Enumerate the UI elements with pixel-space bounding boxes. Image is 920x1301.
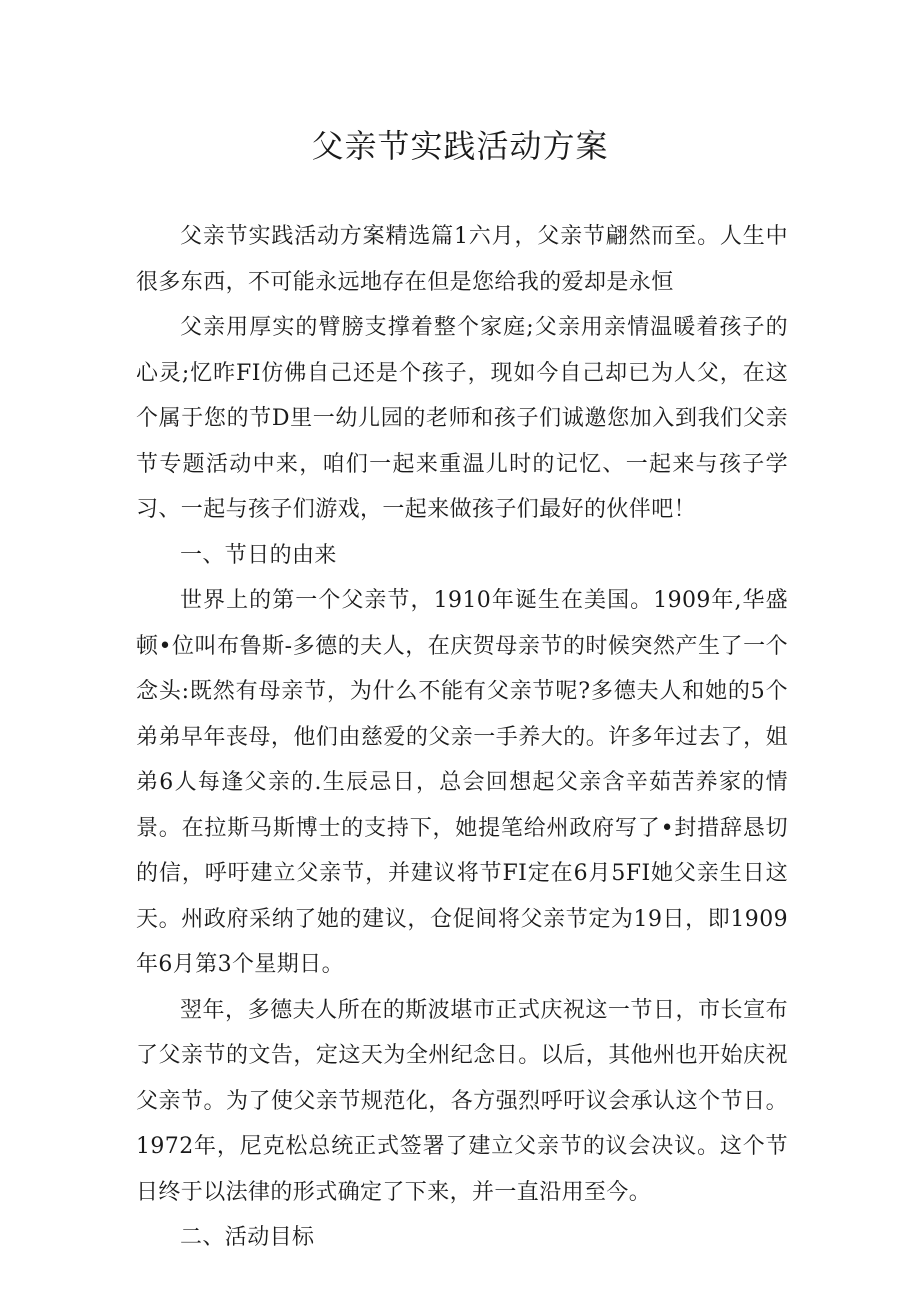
paragraph-invitation: 父亲用厚实的臂膀支撑着整个家庭;父亲用亲情温暖着孩子的心灵;忆昨FI仿佛自己还是个孩子，现如今自己却已为人父，在这个属于您的节D里一幼儿园的老师和孩子们诚邀您加入到我们父亲节专题活动中来，咱们一起来重温儿时的记忆、一起来与孩子学习、一起与孩子们游戏，一起来做孩子们最好的伙伴吧！ <box>136 315 788 522</box>
section-heading-origin: 一、节日的由来 <box>180 542 337 568</box>
page-title: 父亲节实践活动方案 <box>311 127 609 165</box>
section-heading-goals: 二、活动目标 <box>180 1225 315 1250</box>
document-body <box>136 214 788 1261</box>
paragraph-intro: 父亲节实践活动方案精选篇1六月，父亲节翩然而至。人生中很多东西，不可能永远地存在但是您给我的爱却是永恒 <box>136 224 788 295</box>
paragraph-origin-history: 世界上的第一个父亲节，1910年诞生在美国。1909年,华盛顿•位叫布鲁斯-多德的夫人，在庆贺母亲节的时候突然产生了一个念头:既然有母亲节，为什么不能有父亲节呢?多德夫人和她的5个弟弟早年丧母，他们由慈爱的父亲一手养大的。许多年过去了，姐弟6人每逢父亲的.生辰忌日，总会回想起父亲含辛茹苦养家的情景。在拉斯马斯博士的支持下，她提笔给州政府写了•封措辞恳切的信，呼吁建立父亲节，并建议将节FI定在6月5FI她父亲生日这天。州政府采纳了她的建议，仓促间将父亲节定为19日，即1909年6月第3个星期日。 <box>136 588 788 977</box>
paragraph-origin-adoption: 翌年，多德夫人所在的斯波堪市正式庆祝这一节日，市长宣布了父亲节的文告，定这天为全州纪念日。以后，其他州也开始庆祝父亲节。为了使父亲节规范化，各方强烈呼吁议会承认这个节日。1972年，尼克松总统正式签署了建立父亲节的议会决议。这个节日终于以法律的形式确定了下来，并一直沿用至今。 <box>136 997 788 1205</box>
